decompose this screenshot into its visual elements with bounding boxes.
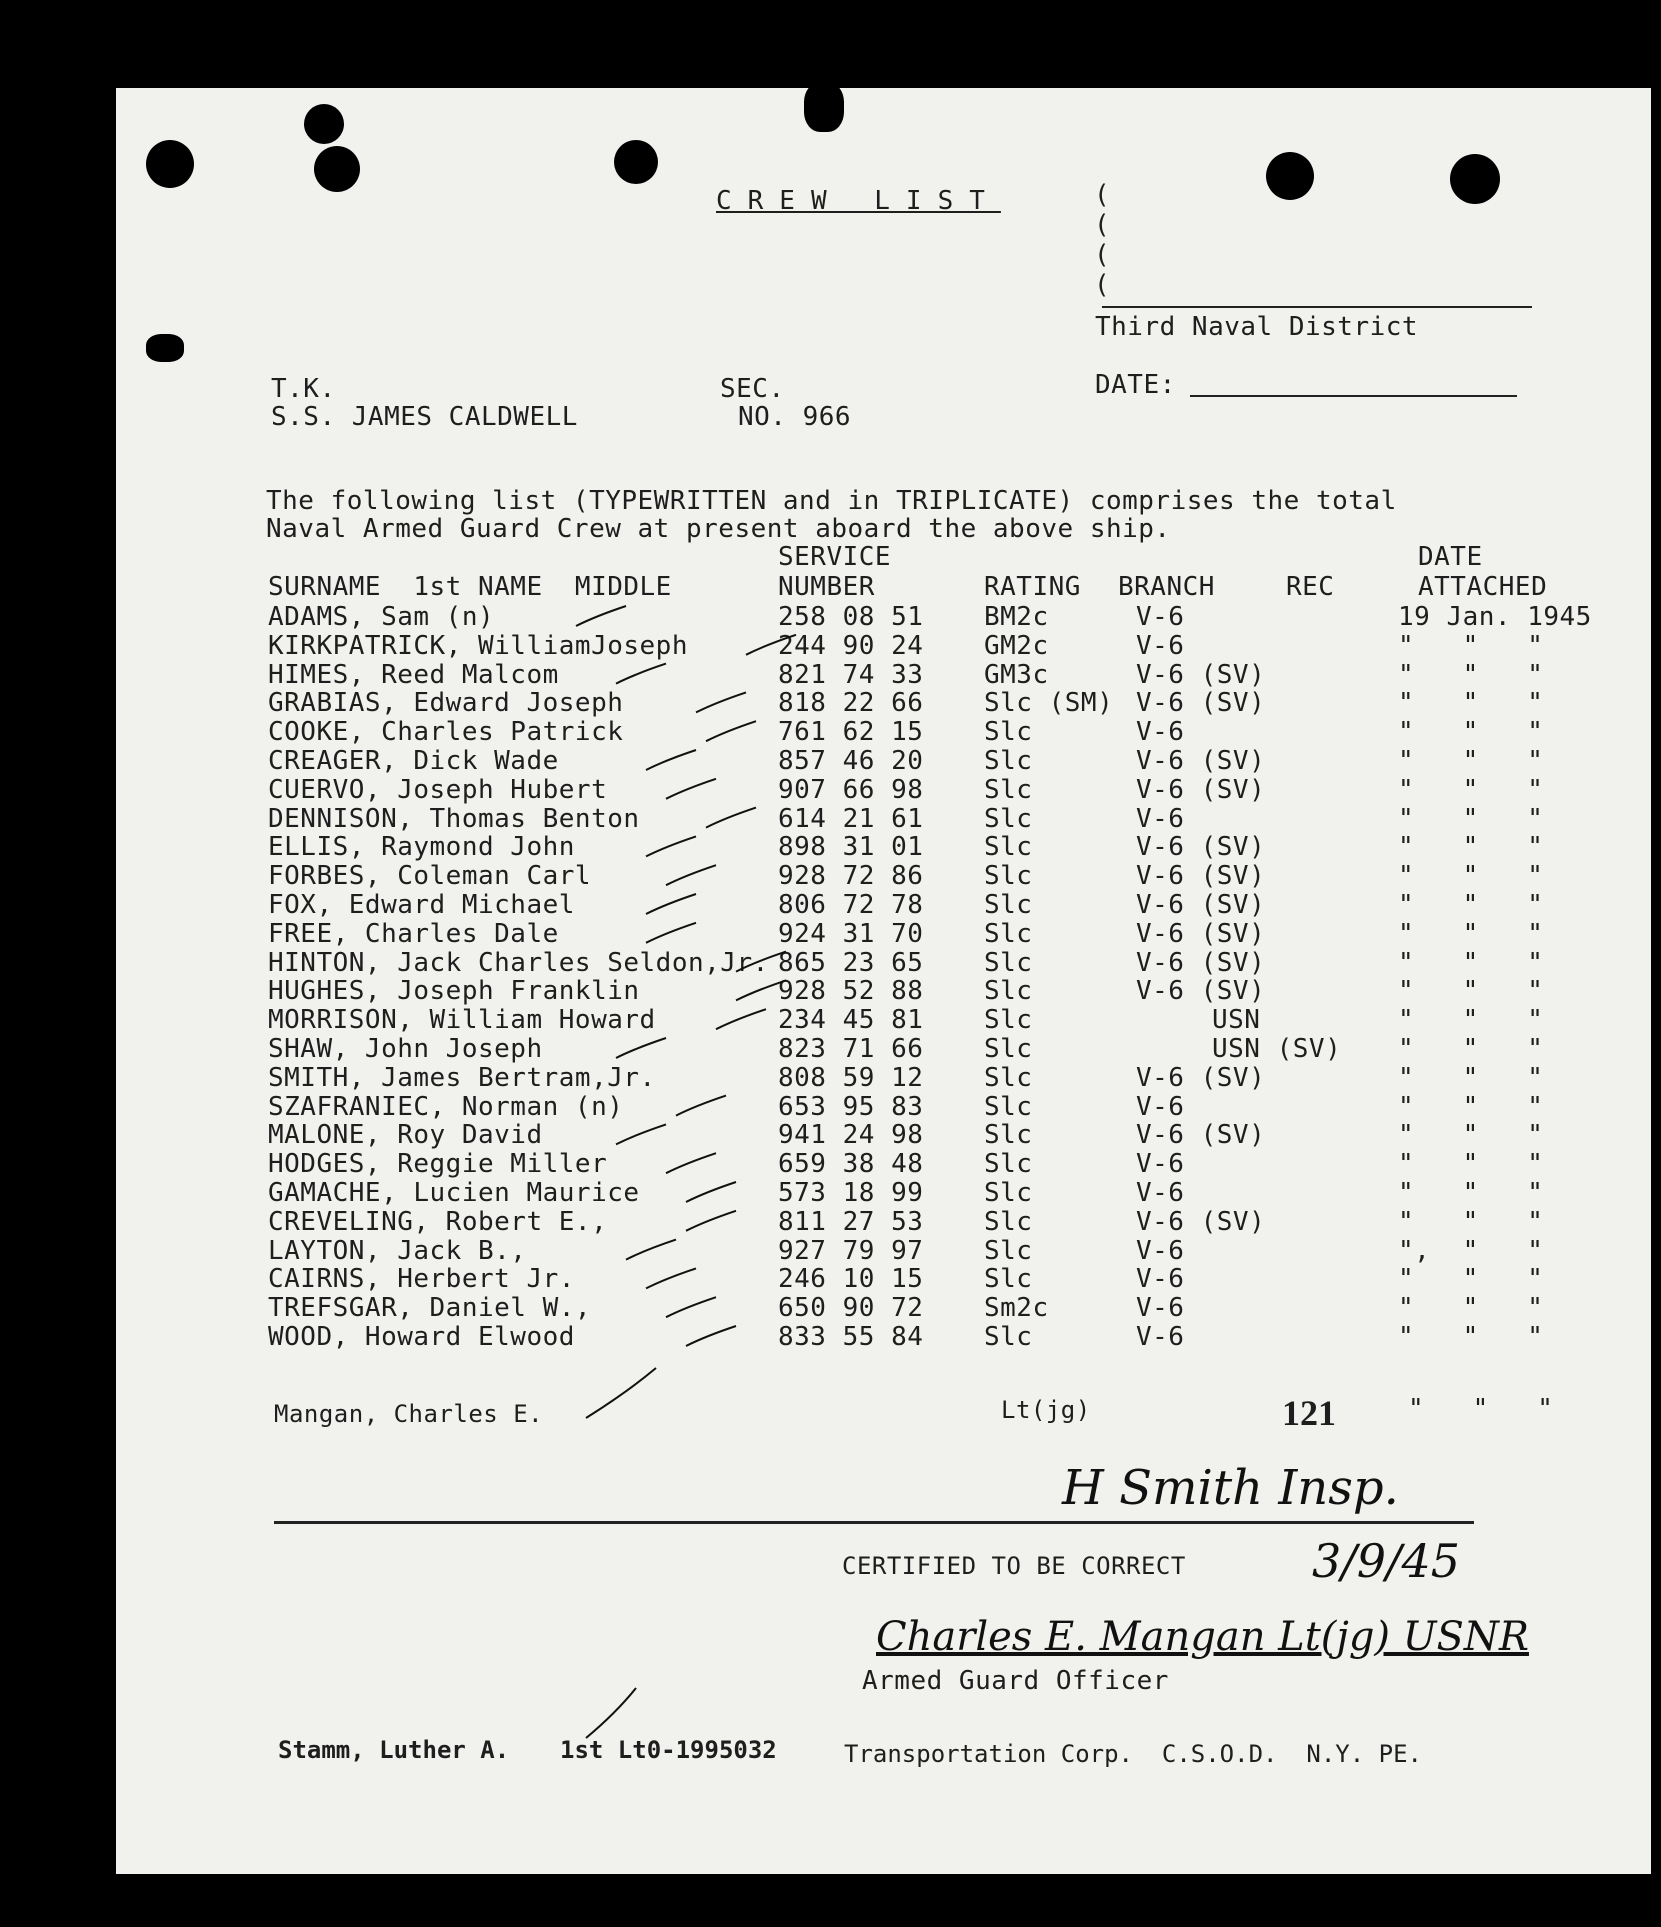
crew-service-number: 246 10 15 [778,1264,924,1295]
crew-date-attached: " " " [1398,1034,1544,1064]
crew-name: SMITH, James Bertram,Jr. [268,1062,656,1093]
crew-rating: Slc [984,1149,1033,1180]
ship-name: S.S. JAMES CALDWELL [271,402,578,432]
crew-rating: Slc [984,1120,1033,1151]
crew-name: SHAW, John Joseph [268,1034,543,1064]
punch-hole [804,82,844,132]
crew-service-number: 258 08 51 [778,602,924,632]
crew-service-number: 659 38 48 [778,1149,924,1180]
crew-date-attached: " " " [1398,1091,1544,1122]
crew-rating: Slc (SM) [984,688,1114,719]
punch-hole [1266,152,1314,200]
table-row [116,1178,1651,1207]
crew-rating: Slc [984,746,1033,776]
crew-service-number: 907 66 98 [778,774,924,805]
crew-name: HUGHES, Joseph Franklin [268,976,640,1007]
date-label: DATE: [1095,370,1176,400]
crew-date-attached: " " " [1398,947,1544,978]
crew-date-attached: " " " [1398,774,1544,805]
crew-service-number: 833 55 84 [778,1322,924,1352]
crew-rating: Slc [984,1235,1033,1266]
district-underline [1102,306,1532,308]
crew-name: MALONE, Roy David [268,1120,543,1151]
crew-rating: Slc [984,976,1033,1007]
table-row [116,1034,1651,1063]
crew-date-attached: " " " [1398,1264,1544,1295]
crew-rating: GM2c [984,630,1049,661]
crew-rating: GM3c [984,659,1049,690]
crew-name: FREE, Charles Dale [268,918,559,949]
sec-label: SEC. [720,374,785,404]
crew-service-number: 898 31 01 [778,832,924,863]
crew-rating: Slc [984,1206,1033,1237]
crew-rating: Slc [984,861,1033,892]
table-row [116,602,1651,631]
crew-branch: V-6 (SV) [1136,976,1266,1007]
table-row [116,746,1651,775]
crew-date-attached: " " " [1398,1206,1544,1237]
crew-name: KIRKPATRICK, WilliamJoseph [268,630,688,661]
crew-name: TREFSGAR, Daniel W., [268,1293,592,1324]
crew-branch: V-6 (SV) [1136,688,1266,719]
table-row [116,890,1651,919]
crew-date-attached: " " " [1398,918,1544,949]
punch-hole [304,104,344,144]
crew-date-attached: " " " [1398,1322,1544,1352]
tk-label: T.K. [271,374,336,404]
sec-number: NO. 966 [738,402,852,432]
intro-line-1: The following list (TYPEWRITTEN and in TRIPLICATE) comprises the total [266,486,1397,516]
column-header-rec: REC [1286,572,1335,602]
table-row [116,976,1651,1005]
crew-name: CAIRNS, Herbert Jr. [268,1264,575,1295]
crew-name: HIMES, Reed Malcom [268,659,559,690]
table-row [116,1092,1651,1121]
crew-branch: V-6 [1136,717,1185,748]
crew-service-number: 941 24 98 [778,1120,924,1151]
crew-name: CREVELING, Robert E., [268,1206,608,1237]
crew-name: HINTON, Jack Charles Seldon,Jr. [268,947,769,978]
crew-branch: V-6 [1136,803,1185,834]
crew-date-attached: " " " [1398,1005,1544,1036]
crew-branch: V-6 [1136,1235,1185,1266]
table-row [116,1120,1651,1149]
crew-branch: V-6 (SV) [1136,890,1266,920]
crew-service-number: 806 72 78 [778,890,924,920]
crew-date-attached: " " " [1398,1293,1544,1324]
crew-name: GAMACHE, Lucien Maurice [268,1178,640,1208]
crew-branch: V-6 (SV) [1136,659,1266,690]
certification-role: Armed Guard Officer [862,1666,1169,1696]
table-row [116,1236,1651,1265]
crew-branch: V-6 (SV) [1136,1062,1266,1093]
table-row [116,1063,1651,1092]
column-header-date-top: DATE [1418,542,1483,572]
crew-service-number: 857 46 20 [778,746,924,776]
certification-text: CERTIFIED TO BE CORRECT [842,1552,1186,1580]
crew-service-number: 924 31 70 [778,918,924,949]
crew-rating: BM2c [984,602,1049,632]
crew-service-number: 761 62 15 [778,717,924,748]
punch-hole [314,146,360,192]
crew-rating: Slc [984,947,1033,978]
check-mark [586,1688,636,1738]
table-row [116,804,1651,833]
crew-rating: Slc [984,1322,1033,1352]
crew-rating: Slc [984,890,1033,920]
certification-signature: Charles E. Mangan Lt(jg) USNR [876,1614,1529,1660]
crew-name: SZAFRANIEC, Norman (n) [268,1091,624,1122]
crew-table [116,602,1651,1362]
crew-rating: Slc [984,1062,1033,1093]
crew-service-number: 818 22 66 [778,688,924,719]
inspector-signature: H Smith Insp. [1062,1460,1399,1516]
crew-service-number: 865 23 65 [778,947,924,978]
crew-rating: Slc [984,803,1033,834]
crew-date-attached: " " " [1398,746,1544,776]
crew-service-number: 653 95 83 [778,1091,924,1122]
crew-name: DENNISON, Thomas Benton [268,803,640,834]
punch-hole [1450,154,1500,204]
crew-branch: V-6 [1136,1149,1185,1180]
table-row [116,919,1651,948]
crew-date-attached: " " " [1398,861,1544,892]
crew-date-attached: " " " [1398,688,1544,719]
table-row [116,688,1651,717]
table-row [116,660,1651,689]
certification-rule [274,1521,1474,1524]
crew-name: CREAGER, Dick Wade [268,746,559,776]
officer-number: 121 [1282,1393,1336,1433]
column-header-date: ATTACHED [1418,572,1548,602]
crew-service-number: 928 72 86 [778,861,924,892]
crew-rec: USN [1212,1005,1261,1036]
column-header-service: NUMBER [778,572,875,602]
footer-rank: 1st Lt0-1995032 [560,1736,777,1764]
crew-rating: Sm2c [984,1293,1049,1324]
officer-name: Mangan, Charles E. [274,1400,544,1428]
crew-name: ADAMS, Sam (n) [268,602,495,632]
crew-service-number: 234 45 81 [778,1005,924,1036]
crew-rating: Slc [984,717,1033,748]
crew-branch: V-6 (SV) [1136,947,1266,978]
crew-rating: Slc [984,1034,1033,1064]
crew-rating: Slc [984,1178,1033,1208]
table-row [116,631,1651,660]
district-brackets: ( ( ( ( [1094,180,1111,300]
crew-service-number: 650 90 72 [778,1293,924,1324]
crew-name: ELLIS, Raymond John [268,832,575,863]
column-header-branch: BRANCH [1118,572,1215,602]
crew-date-attached: " " " [1398,1120,1544,1151]
crew-date-attached: " " " [1398,717,1544,748]
crew-branch: V-6 [1136,1264,1185,1295]
table-row [116,775,1651,804]
crew-date-attached: " " " [1398,659,1544,690]
footer-name: Stamm, Luther A. [278,1736,510,1764]
crew-name: CUERVO, Joseph Hubert [268,774,608,805]
crew-branch: V-6 (SV) [1136,918,1266,949]
crew-date-attached: " " " [1398,1062,1544,1093]
table-row [116,832,1651,861]
crew-service-number: 811 27 53 [778,1206,924,1237]
crew-date-attached: " " " [1398,630,1544,661]
crew-service-number: 928 52 88 [778,976,924,1007]
crew-name: WOOD, Howard Elwood [268,1322,575,1352]
crew-name: LAYTON, Jack B., [268,1235,527,1266]
punch-hole [146,334,184,362]
crew-service-number: 927 79 97 [778,1235,924,1266]
crew-rating: Slc [984,1264,1033,1295]
crew-date-attached: " " " [1398,1178,1544,1208]
punch-hole [146,140,194,188]
crew-name: GRABIAS, Edward Joseph [268,688,624,719]
footer-unit: Transportation Corp. C.S.O.D. N.Y. PE. [844,1740,1422,1768]
crew-rating: Slc [984,918,1033,949]
table-row [116,1207,1651,1236]
crew-branch: V-6 [1136,630,1185,661]
crew-date-attached: 19 Jan. 1945 [1398,602,1592,632]
crew-service-number: 823 71 66 [778,1034,924,1064]
date-underline [1190,395,1517,397]
crew-date-attached: ", " " [1398,1235,1544,1266]
officer-date: " " " [1408,1394,1554,1424]
crew-name: FOX, Edward Michael [268,890,575,920]
table-row [116,717,1651,746]
check-mark [586,1368,656,1418]
crew-branch: V-6 (SV) [1136,746,1266,776]
column-header-rating: RATING [984,572,1081,602]
crew-service-number: 244 90 24 [778,630,924,661]
crew-service-number: 821 74 33 [778,659,924,690]
table-row [116,1322,1651,1351]
crew-name: MORRISON, William Howard [268,1005,656,1036]
crew-date-attached: " " " [1398,832,1544,863]
crew-branch: V-6 [1136,1178,1185,1208]
crew-rating: Slc [984,1091,1033,1122]
column-header-service-top: SERVICE [778,542,892,572]
crew-branch: V-6 [1136,602,1185,632]
crew-branch: V-6 (SV) [1136,1206,1266,1237]
crew-branch: V-6 [1136,1293,1185,1324]
crew-branch: V-6 (SV) [1136,1120,1266,1151]
crew-date-attached: " " " [1398,803,1544,834]
crew-name: HODGES, Reggie Miller [268,1149,608,1180]
district-label: Third Naval District [1095,312,1419,342]
table-row [116,1005,1651,1034]
crew-service-number: 808 59 12 [778,1062,924,1093]
crew-list-document [116,88,1651,1874]
crew-name: FORBES, Coleman Carl [268,861,592,892]
crew-date-attached: " " " [1398,1149,1544,1180]
crew-service-number: 573 18 99 [778,1178,924,1208]
table-row [116,1149,1651,1178]
certification-date: 3/9/45 [1312,1534,1461,1588]
table-row [116,948,1651,977]
crew-service-number: 614 21 61 [778,803,924,834]
crew-date-attached: " " " [1398,890,1544,920]
table-row [116,1264,1651,1293]
crew-branch: V-6 (SV) [1136,774,1266,805]
table-row [116,1293,1651,1322]
crew-rating: Slc [984,832,1033,863]
crew-rating: Slc [984,1005,1033,1036]
crew-date-attached: " " " [1398,976,1544,1007]
punch-hole [614,140,658,184]
crew-rec: USN (SV) [1212,1034,1342,1064]
intro-line-2: Naval Armed Guard Crew at present aboard the above ship. [266,514,1171,544]
crew-name: COOKE, Charles Patrick [268,717,624,748]
table-row [116,861,1651,890]
column-header-name: SURNAME 1st NAME MIDDLE [268,572,672,602]
crew-branch: V-6 (SV) [1136,861,1266,892]
crew-rating: Slc [984,774,1033,805]
crew-branch: V-6 [1136,1091,1185,1122]
crew-branch: V-6 (SV) [1136,832,1266,863]
page-title: CREW LIST [716,186,1001,216]
crew-branch: V-6 [1136,1322,1185,1352]
officer-rank: Lt(jg) [1001,1396,1091,1424]
